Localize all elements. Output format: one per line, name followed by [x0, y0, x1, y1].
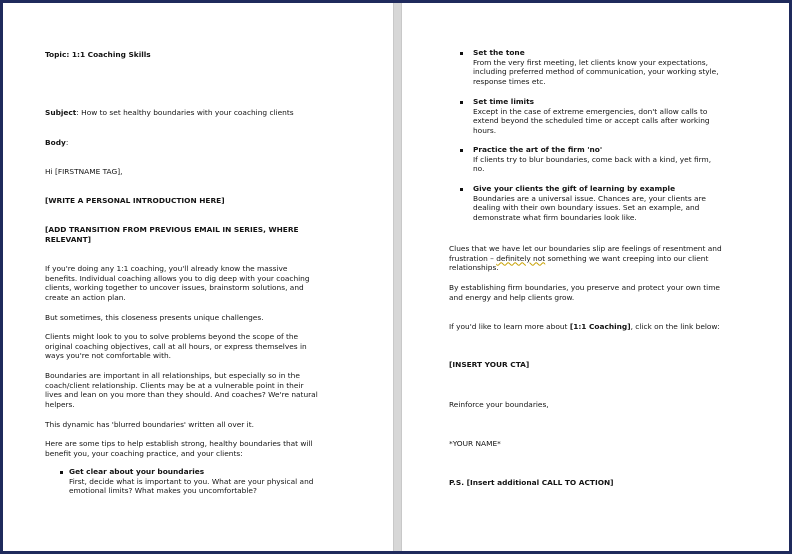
- paragraph-6: Here are some tips to help establish strong, healthy boundaries that will benefit you, your coaching practice, and your clients:: [45, 439, 313, 458]
- bullet-title: Practice the art of the firm 'no': [473, 145, 603, 154]
- learn-more-topic: [1:1 Coaching]: [569, 322, 631, 331]
- body-label: Body: [45, 138, 66, 147]
- paragraph-establishing: By establishing firm boundaries, you preserve and protect your own time and energy and help clients grow.: [449, 283, 720, 302]
- cta-text: [INSERT YOUR CTA]: [449, 360, 530, 369]
- greeting: Hi [FIRSTNAME TAG],: [45, 167, 123, 176]
- learn-more-text-b: , click on the link below:: [630, 322, 720, 331]
- subject-text: : How to set healthy boundaries with your coaching clients: [76, 108, 294, 117]
- bullet-title: Set time limits: [473, 97, 535, 106]
- paragraph-3: Clients might look to you to solve problems beyond the scope of the original coaching objectives, call at all hours, or express themselves in ways you're not comfortable with.: [45, 332, 307, 361]
- intro-placeholder: [WRITE A PERSONAL INTRODUCTION HERE]: [45, 196, 225, 205]
- page-2: [402, 3, 789, 551]
- bullet-icon: [460, 101, 463, 104]
- cta-placeholder: [449, 360, 529, 370]
- signoff: Reinforce your boundaries,: [449, 400, 549, 409]
- subject-line: [45, 108, 294, 118]
- bullet-item-2: [473, 48, 773, 86]
- bullet-body: From the very first meeting, let clients know your expectations, including preferred method of communication, your working style, response times etc.: [473, 57, 719, 86]
- paragraph-1: If you're doing any 1:1 coaching, you'll already know the massive benefits. Individual coaching allows you to dig deep with your coaching clients, working together to uncover issues, brainstorm solutions, and create an action plan.: [45, 264, 310, 302]
- body-colon: :: [65, 138, 69, 147]
- paragraph-clues: [449, 244, 769, 273]
- transition-placeholder: [ADD TRANSITION FROM PREVIOUS EMAIL IN SERIES, WHERE RELEVANT]: [45, 225, 299, 244]
- clues-text-b: something we want creeping into our client relationships.: [449, 253, 709, 273]
- topic-line: Topic: 1:1 Coaching Skills: [45, 50, 151, 59]
- bullet-title: Get clear about your boundaries: [69, 467, 205, 476]
- paragraph-learn-more: [449, 322, 769, 332]
- bullet-item-5: [473, 184, 773, 222]
- page-gutter: [393, 3, 402, 551]
- bullet-icon: [60, 471, 63, 474]
- bullet-item-1: [69, 467, 369, 496]
- bullet-body: Except in the case of extreme emergencies, don't allow calls to extend beyond the scheduled time or accept calls after working hours.: [473, 106, 710, 135]
- paragraph-5: This dynamic has 'blurred boundaries' written all over it.: [45, 420, 254, 429]
- bullet-title: Set the tone: [473, 48, 525, 57]
- paragraph-2: But sometimes, this closeness presents unique challenges.: [45, 313, 264, 322]
- paragraph-4: Boundaries are important in all relationships, but especially so in the coach/client relationship. Clients may be at a vulnerable point in their lives and lean on you more than they should. And coaches? We're natural helpers.: [45, 371, 318, 409]
- bullet-body: If clients try to blur boundaries, come back with a kind, yet firm, no.: [473, 154, 712, 174]
- bullet-body: First, decide what is important to you. What are your physical and emotional limits? What makes you uncomfortable?: [69, 476, 314, 496]
- bullet-icon: [460, 52, 463, 55]
- clues-text-flagged: definitely not: [496, 253, 546, 263]
- ps-line: P.S. [Insert additional CALL TO ACTION]: [449, 478, 614, 487]
- page-1: [3, 3, 393, 551]
- bullet-item-4: [473, 145, 773, 174]
- clues-text-a: Clues that we have let our boundaries slip are feelings of resentment and frustration –: [449, 244, 722, 263]
- bullet-body: Boundaries are a universal issue. Chances are, your clients are dealing with their own boundary issues. Set an example, and demonstrate what firm boundaries look like.: [473, 193, 706, 222]
- subject-label: Subject: [45, 108, 77, 117]
- bullet-item-3: [473, 97, 773, 135]
- body-line: [45, 138, 68, 148]
- learn-more-text-a: If you'd like to learn more about: [449, 322, 570, 331]
- your-name-placeholder: *YOUR NAME*: [449, 439, 501, 448]
- bullet-icon: [460, 188, 463, 191]
- document-viewer: [3, 3, 789, 551]
- bullet-icon: [460, 149, 463, 152]
- bullet-title: Give your clients the gift of learning by example: [473, 184, 676, 193]
